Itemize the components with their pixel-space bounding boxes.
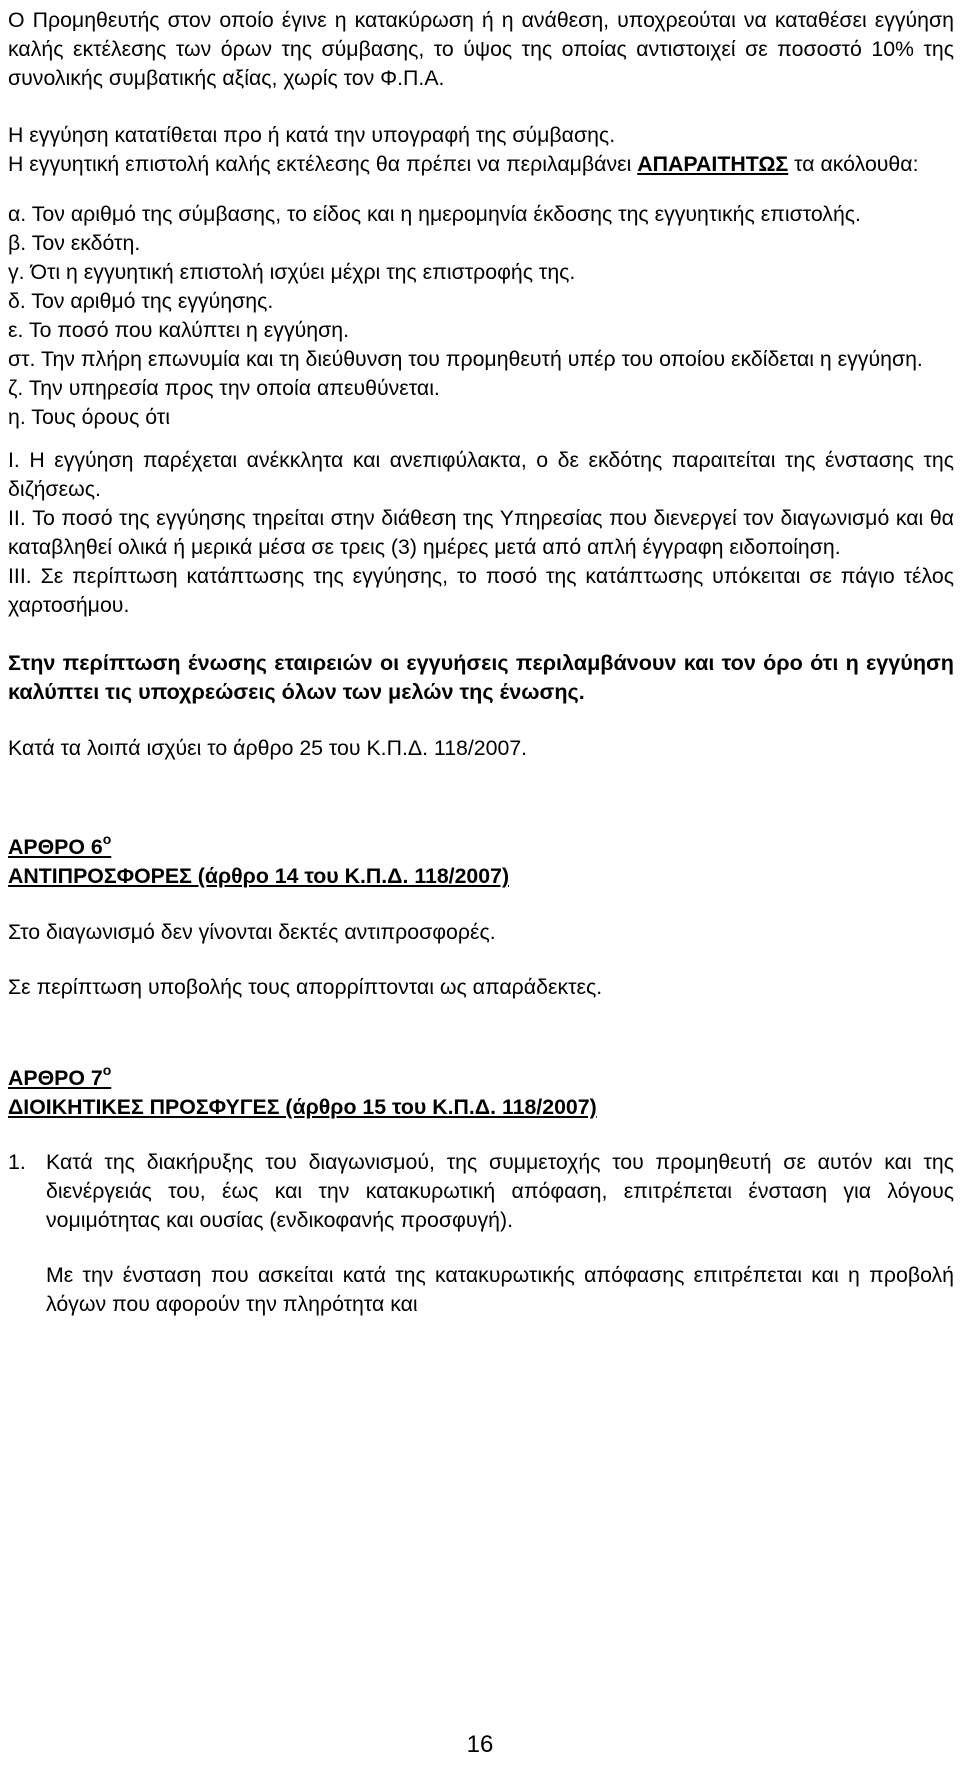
article-7-title: ΔΙΟΙΚΗΤΙΚΕΣ ΠΡΟΣΦΥΓΕΣ (άρθρο 15 του Κ.Π.Δ. 118/2007)	[8, 1095, 597, 1119]
guarantee-contents-list	[8, 200, 954, 432]
required-emphasis: ΑΠΑΡΑΙΤΗΤΩΣ	[637, 152, 789, 176]
list-item: β. Τον εκδότη.	[8, 231, 141, 255]
article-7-heading	[8, 1064, 954, 1093]
item-number: 1.	[8, 1150, 26, 1174]
contents-tail-text: τα ακόλουθα:	[788, 152, 919, 176]
union-guarantee-note: Στην περίπτωση ένωσης εταιρειών οι εγγυήσεις περιλαμβάνουν και τον όρο ότι η εγγύηση καλύπτει τις υποχρεώσεις όλων των μελών της ένωσης.	[8, 650, 954, 704]
article-6-section	[8, 833, 954, 1002]
guarantee-terms-list	[8, 446, 954, 620]
list-item: στ. Την πλήρη επωνυμία και τη διεύθυνση του προμηθευτή υπέρ του οποίου εκδίδεται η εγγύηση.	[8, 347, 923, 371]
article-6-paragraph: Σε περίπτωση υποβολής τους απορρίπτονται ως απαράδεκτες.	[8, 975, 603, 999]
guarantee-contents-paragraph	[8, 150, 954, 179]
list-item: α. Τον αριθμό της σύμβασης, το είδος και η ημερομηνία έκδοσης της εγγυητικής επιστολής.	[8, 202, 861, 226]
article-6-paragraph: Στο διαγωνισμό δεν γίνονται δεκτές αντιπροσφορές.	[8, 920, 496, 944]
document-page	[8, 6, 954, 1319]
guarantee-intro-paragraph: Ο Προμηθευτής στον οποίο έγινε η κατακύρωση ή η ανάθεση, υποχρεούται να καταθέσει εγγύηση καλής εκτέλεσης των όρων της σύμβασης, το ύψος της οποίας αντιστοιχεί σε ποσοστό 10% της συνολικής συμβατικής αξίας, χωρίς τον Φ.Π.Α.	[8, 8, 954, 90]
list-item: γ. Ότι η εγγυητική επιστολή ισχύει μέχρι της επιστροφής της.	[8, 260, 576, 284]
list-item: η. Τους όρους ότι	[8, 405, 170, 429]
article-7-ordinal: ο	[102, 1062, 112, 1078]
item-text: Κατά της διακήρυξης του διαγωνισμού, της συμμετοχής του προμηθευτή σε αυτόν και της διενέργειάς του, έως και την κατακυρωτική απόφαση, επιτρέπεται ένσταση για λόγους νομιμότητας και ουσίας (ενδικοφανής προσφυγή).	[46, 1150, 954, 1232]
list-item: δ. Τον αριθμό της εγγύησης.	[8, 289, 274, 313]
remaining-provisions: Κατά τα λοιπά ισχύει το άρθρο 25 του Κ.Π.Δ. 118/2007.	[8, 736, 528, 760]
article-7-item-continuation: Με την ένσταση που ασκείται κατά της κατακυρωτικής απόφασης επιτρέπεται και η προβολή λόγων που αφορούν την πληρότητα και	[46, 1263, 954, 1316]
article-7-item	[8, 1148, 954, 1235]
list-item: ζ. Την υπηρεσία προς την οποία απευθύνεται.	[8, 376, 440, 400]
list-item: ε. Το ποσό που καλύπτει η εγγύηση.	[8, 318, 349, 342]
article-7-label: ΑΡΘΡΟ 7	[8, 1066, 103, 1090]
page-number: 16	[466, 1731, 494, 1758]
article-6-title: ΑΝΤΙΠΡΟΣΦΟΡΕΣ (άρθρο 14 του Κ.Π.Δ. 118/2007)	[8, 864, 510, 888]
term-item: II. Το ποσό της εγγύησης τηρείται στην διάθεση της Υπηρεσίας που διενεργεί τον διαγωνισμό και θα καταβληθεί ολικά ή μερικά μέσα σε τρεις (3) ημέρες μετά από απλή έγγραφη ειδοποίηση.	[8, 506, 954, 559]
article-7-section	[8, 1064, 954, 1319]
contents-lead-text: Η εγγυητική επιστολή καλής εκτέλεσης θα πρέπει να περιλαμβάνει	[8, 152, 638, 176]
article-6-ordinal: ο	[102, 831, 112, 847]
article-6-label: ΑΡΘΡΟ 6	[8, 835, 103, 859]
guarantee-deposit-paragraph: Η εγγύηση κατατίθεται προ ή κατά την υπογραφή της σύμβασης.	[8, 123, 616, 147]
term-item: III. Σε περίπτωση κατάπτωσης της εγγύησης, το ποσό της κατάπτωσης υπόκειται σε πάγιο τέλος χαρτοσήμου.	[8, 564, 954, 617]
term-item: I. Η εγγύηση παρέχεται ανέκκλητα και ανεπιφύλακτα, ο δε εκδότης παραιτείται της ένστασης της διζήσεως.	[8, 448, 954, 501]
article-6-heading	[8, 833, 954, 862]
